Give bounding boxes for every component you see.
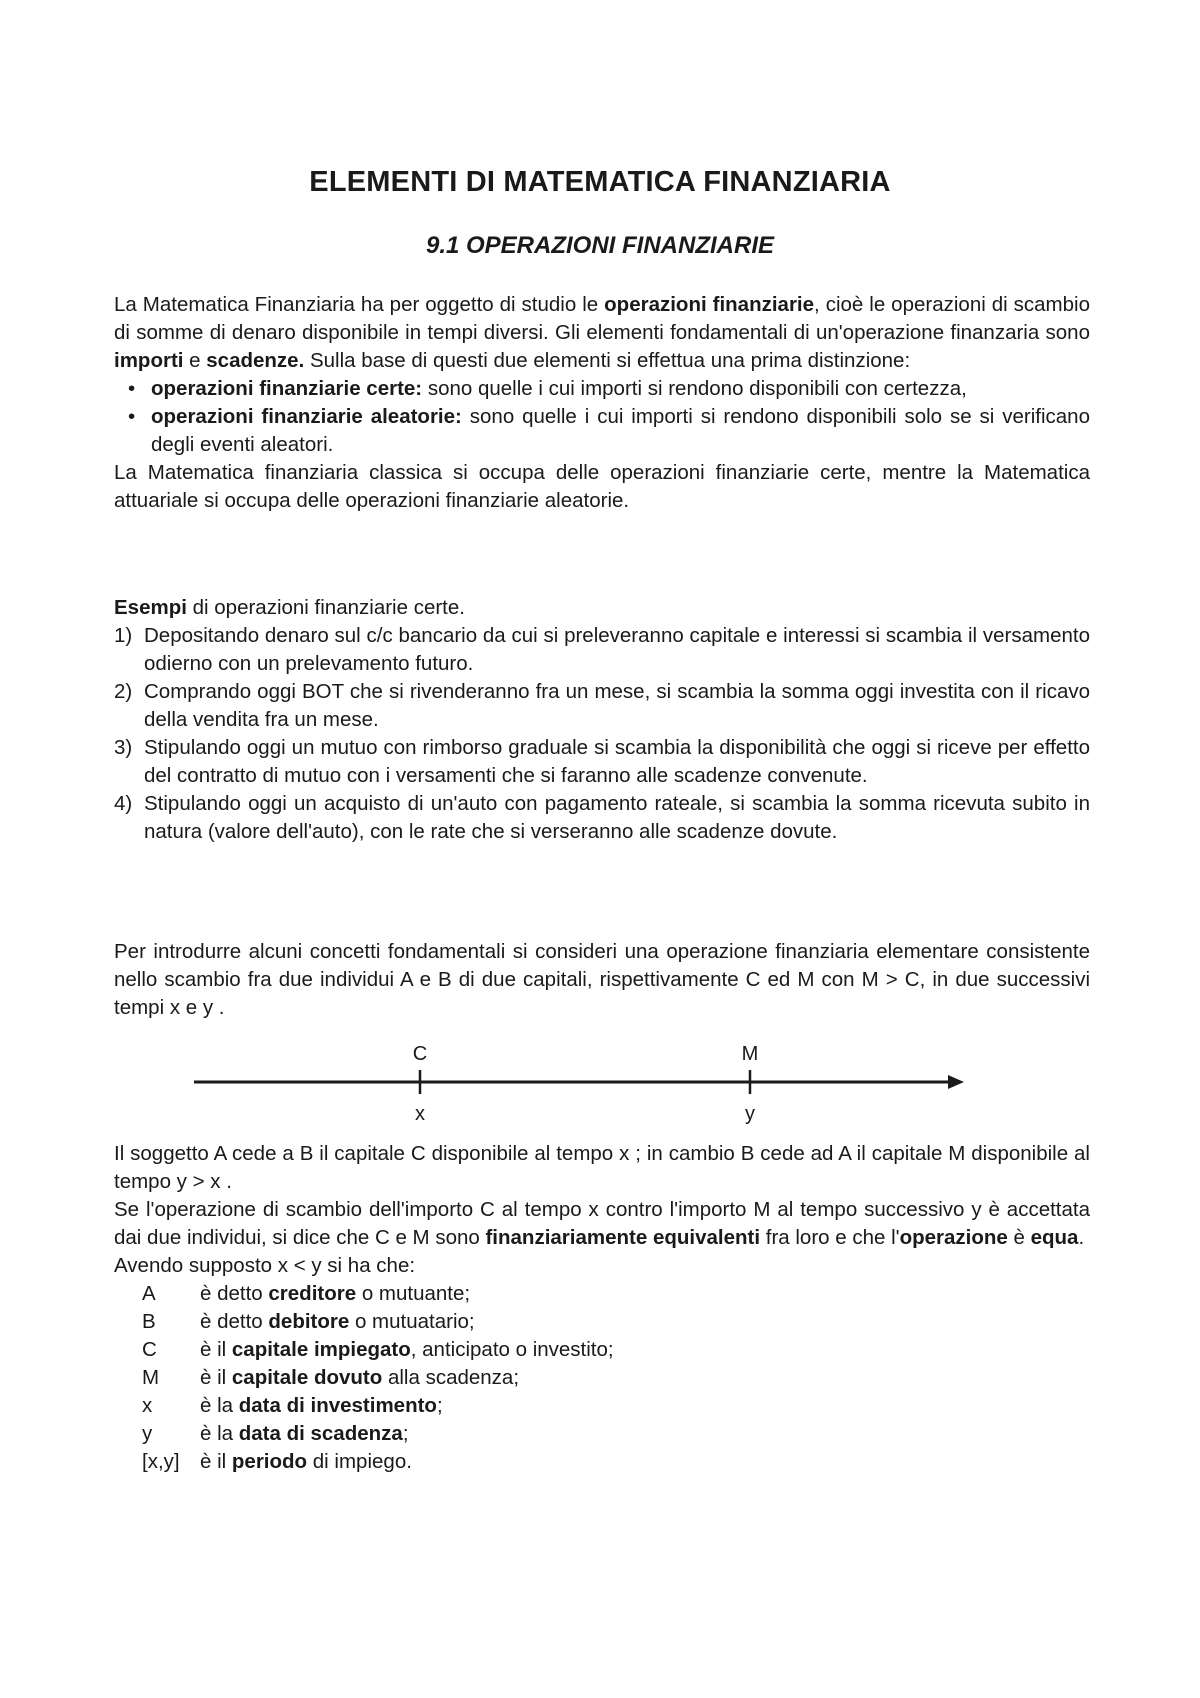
list-item: • operazioni finanziarie aleatorie: sono quelle i cui importi si rendono disponibili solo se si verificano degli eventi aleatori.	[128, 405, 1090, 456]
list-item: A è detto creditore o mutuante;	[142, 1282, 471, 1305]
concepts-block	[114, 938, 1090, 1022]
list-item: 2) Comprando oggi BOT che si rivenderanno fra un mese, si scambia la somma oggi investita con il ricavo della vendita fra un mese.	[114, 680, 1090, 731]
list-item: [x,y] è il periodo di impiego.	[142, 1450, 412, 1473]
intro-paragraph: La Matematica Finanziaria ha per oggetto di studio le operazioni finanziarie, cioè le operazioni di scambio di somme di denaro disponibile in tempi diversi. Gli elementi fondamentali di un'operazione finanzaria sono importi e scadenze. Sulla base di questi due elementi si effettua una prima distinzione:	[114, 293, 1090, 372]
assumption-line: Avendo supposto x < y si ha che:	[114, 1254, 416, 1277]
bullet-icon: •	[128, 377, 136, 400]
label-y: y	[745, 1103, 755, 1125]
list-item: • operazioni finanziarie certe: sono quelle i cui importi si rendono disponibili con certezza,	[114, 375, 1090, 403]
timeline-diagram	[190, 1038, 970, 1128]
list-item: 3) Stipulando oggi un mutuo con rimborso graduale si scambia la disponibilità che oggi si riceve per effetto del contratto di mutuo con i versamenti che si faranno alle scadenze convenute.	[114, 736, 1090, 787]
definitions-list	[114, 1280, 1090, 1476]
exchange-paragraph: Il soggetto A cede a B il capitale C disponibile al tempo x ; in cambio B cede ad A il capitale M disponibile al tempo y > x .	[114, 1142, 1090, 1193]
bullet-icon: •	[128, 405, 136, 428]
examples-heading: Esempi di operazioni finanziarie certe.	[114, 596, 465, 619]
list-item: 1) Depositando denaro sul c/c bancario da cui si preleveranno capitale e interessi si scambia il versamento odierno con un prelevamento futuro.	[114, 624, 1090, 675]
label-c: C	[412, 1043, 428, 1065]
list-item: 4) Stipulando oggi un acquisto di un'auto con pagamento rateale, si scambia la somma ricevuta subito in natura (valore dell'auto), con le rate che si verseranno alle scadenze dovute.	[114, 792, 1090, 843]
section-title: 9.1 OPERAZIONI FINANZIARIE	[425, 232, 775, 259]
intro-block	[114, 291, 1090, 515]
list-item: C è il capitale impiegato, anticipato o investito;	[142, 1338, 614, 1361]
list-item: y è la data di scadenza;	[142, 1422, 409, 1445]
classical-paragraph: La Matematica finanziaria classica si occupa delle operazioni finanziarie certe, mentre la Matematica attuariale si occupa delle operazioni finanziarie aleatorie.	[114, 461, 1090, 512]
examples-list	[114, 622, 1090, 846]
list-item: B è detto debitore o mutuatario;	[142, 1310, 475, 1333]
arrow-head-icon	[948, 1075, 964, 1089]
list-item: x è la data di investimento;	[142, 1394, 443, 1417]
label-m: M	[741, 1043, 759, 1065]
bullet-list	[114, 375, 1090, 459]
examples-block	[114, 594, 1090, 846]
equivalence-paragraph: Se l'operazione di scambio dell'importo C al tempo x contro l'importo M al tempo successivo y è accettata dai due individui, si dice che C e M sono finanziariamente equivalenti fra loro e che l'operazione è equa.	[114, 1198, 1090, 1249]
label-x: x	[415, 1103, 425, 1125]
concepts-paragraph: Per introdurre alcuni concetti fondamentali si consideri una operazione finanziaria elementare consistente nello scambio fra due individui A e B di due capitali, rispettivamente C ed M con M > C, in due successivi tempi x e y .	[114, 940, 1090, 1019]
list-item: M è il capitale dovuto alla scadenza;	[142, 1366, 520, 1389]
timeline-svg	[190, 1038, 970, 1128]
page-title: ELEMENTI DI MATEMATICA FINANZIARIA	[309, 166, 891, 198]
definitions-block	[114, 1140, 1090, 1476]
